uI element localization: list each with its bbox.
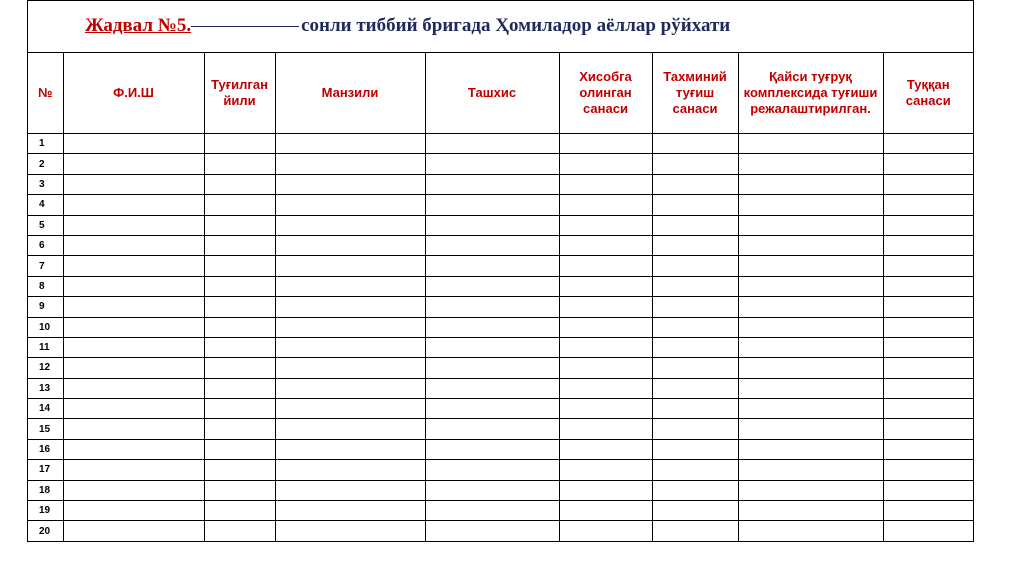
empty-cell[interactable]: [652, 256, 738, 276]
empty-cell[interactable]: [883, 195, 973, 215]
column-header: Тахминий туғиш санаси: [652, 53, 738, 134]
empty-cell[interactable]: [63, 235, 204, 255]
empty-cell[interactable]: [204, 337, 275, 357]
empty-cell[interactable]: [883, 134, 973, 154]
empty-cell[interactable]: [559, 419, 652, 439]
row-number: 16: [28, 439, 63, 459]
empty-cell[interactable]: [883, 521, 973, 541]
empty-cell[interactable]: [883, 317, 973, 337]
table-row: [28, 174, 973, 194]
empty-cell[interactable]: [204, 480, 275, 500]
empty-cell[interactable]: [425, 399, 559, 419]
empty-cell[interactable]: [883, 460, 973, 480]
pregnant-women-register-table: [27, 0, 974, 542]
empty-cell[interactable]: [275, 297, 425, 317]
empty-cell[interactable]: [883, 235, 973, 255]
empty-cell[interactable]: [652, 460, 738, 480]
row-number: 15: [28, 419, 63, 439]
row-number: 12: [28, 358, 63, 378]
empty-cell[interactable]: [275, 419, 425, 439]
empty-cell[interactable]: [425, 337, 559, 357]
empty-cell[interactable]: [275, 134, 425, 154]
row-number: 5: [28, 215, 63, 235]
empty-cell[interactable]: [63, 399, 204, 419]
empty-cell[interactable]: [63, 419, 204, 439]
empty-cell[interactable]: [652, 399, 738, 419]
empty-cell[interactable]: [204, 439, 275, 459]
row-number: 14: [28, 399, 63, 419]
table-row: [28, 134, 973, 154]
table-title-number: Жадвал №5.: [85, 15, 192, 36]
empty-cell[interactable]: [204, 501, 275, 521]
empty-cell[interactable]: [559, 297, 652, 317]
row-number: 1: [28, 134, 63, 154]
empty-cell[interactable]: [275, 399, 425, 419]
empty-cell[interactable]: [738, 317, 883, 337]
row-number: 18: [28, 480, 63, 500]
table-row: [28, 419, 973, 439]
empty-cell[interactable]: [883, 378, 973, 398]
empty-cell[interactable]: [63, 297, 204, 317]
table-row: [28, 215, 973, 235]
empty-cell[interactable]: [559, 460, 652, 480]
empty-cell[interactable]: [275, 154, 425, 174]
empty-cell[interactable]: [559, 501, 652, 521]
empty-cell[interactable]: [738, 174, 883, 194]
empty-cell[interactable]: [652, 134, 738, 154]
empty-cell[interactable]: [63, 134, 204, 154]
row-number: 7: [28, 256, 63, 276]
empty-cell[interactable]: [559, 174, 652, 194]
empty-cell[interactable]: [425, 378, 559, 398]
empty-cell[interactable]: [275, 235, 425, 255]
empty-cell[interactable]: [204, 358, 275, 378]
empty-cell[interactable]: [63, 378, 204, 398]
empty-cell[interactable]: [652, 297, 738, 317]
empty-cell[interactable]: [738, 276, 883, 296]
row-number: 11: [28, 337, 63, 357]
table-title: [85, 15, 730, 37]
empty-cell[interactable]: [738, 399, 883, 419]
row-number: 6: [28, 235, 63, 255]
empty-cell[interactable]: [738, 337, 883, 357]
empty-cell[interactable]: [63, 215, 204, 235]
row-number: 3: [28, 174, 63, 194]
empty-cell[interactable]: [204, 317, 275, 337]
empty-cell[interactable]: [738, 154, 883, 174]
table-row: [28, 358, 973, 378]
empty-cell[interactable]: [652, 439, 738, 459]
table-row: [28, 460, 973, 480]
table-row: [28, 297, 973, 317]
empty-cell[interactable]: [652, 501, 738, 521]
column-header: Туққан санаси: [883, 53, 973, 134]
table-row: [28, 256, 973, 276]
empty-cell[interactable]: [425, 297, 559, 317]
table-row: [28, 399, 973, 419]
table-body: [28, 134, 973, 542]
empty-cell[interactable]: [425, 419, 559, 439]
empty-cell[interactable]: [63, 460, 204, 480]
table-row: [28, 235, 973, 255]
empty-cell[interactable]: [652, 419, 738, 439]
empty-cell[interactable]: [275, 195, 425, 215]
column-header: Ташхис: [425, 53, 559, 134]
empty-cell[interactable]: [883, 399, 973, 419]
empty-cell[interactable]: [204, 460, 275, 480]
empty-cell[interactable]: [63, 521, 204, 541]
empty-cell[interactable]: [425, 174, 559, 194]
empty-cell[interactable]: [652, 521, 738, 541]
empty-cell[interactable]: [652, 235, 738, 255]
empty-cell[interactable]: [63, 317, 204, 337]
table-row: [28, 317, 973, 337]
empty-cell[interactable]: [275, 174, 425, 194]
empty-cell[interactable]: [275, 276, 425, 296]
column-header: №: [28, 53, 63, 134]
empty-cell[interactable]: [425, 480, 559, 500]
empty-cell[interactable]: [559, 215, 652, 235]
empty-cell[interactable]: [652, 174, 738, 194]
empty-cell[interactable]: [883, 174, 973, 194]
empty-cell[interactable]: [63, 276, 204, 296]
empty-cell[interactable]: [883, 480, 973, 500]
empty-cell[interactable]: [275, 460, 425, 480]
empty-cell[interactable]: [275, 521, 425, 541]
table-row: [28, 195, 973, 215]
table-row: [28, 378, 973, 398]
empty-cell[interactable]: [204, 521, 275, 541]
empty-cell[interactable]: [738, 521, 883, 541]
row-number: 10: [28, 317, 63, 337]
empty-cell[interactable]: [559, 439, 652, 459]
empty-cell[interactable]: [738, 134, 883, 154]
empty-cell[interactable]: [204, 419, 275, 439]
empty-cell[interactable]: [275, 439, 425, 459]
empty-cell[interactable]: [204, 399, 275, 419]
empty-cell[interactable]: [652, 154, 738, 174]
empty-cell[interactable]: [652, 358, 738, 378]
empty-cell[interactable]: [204, 215, 275, 235]
empty-cell[interactable]: [425, 501, 559, 521]
empty-cell[interactable]: [204, 276, 275, 296]
table-row: [28, 154, 973, 174]
empty-cell[interactable]: [559, 154, 652, 174]
empty-cell[interactable]: [883, 501, 973, 521]
empty-cell[interactable]: [559, 337, 652, 357]
empty-cell[interactable]: [738, 460, 883, 480]
empty-cell[interactable]: [275, 480, 425, 500]
empty-cell[interactable]: [738, 215, 883, 235]
empty-cell[interactable]: [63, 256, 204, 276]
empty-cell[interactable]: [425, 358, 559, 378]
column-header: Ф.И.Ш: [63, 53, 204, 134]
empty-cell[interactable]: [738, 256, 883, 276]
empty-cell[interactable]: [652, 480, 738, 500]
empty-cell[interactable]: [559, 134, 652, 154]
column-header: Қайси туғруқ комплексида туғиши режалаштирилган.: [738, 53, 883, 134]
table-row: [28, 276, 973, 296]
empty-cell[interactable]: [275, 358, 425, 378]
row-number: 8: [28, 276, 63, 296]
empty-cell[interactable]: [652, 195, 738, 215]
table-row: [28, 439, 973, 459]
row-number: 19: [28, 501, 63, 521]
empty-cell[interactable]: [738, 235, 883, 255]
empty-cell[interactable]: [559, 358, 652, 378]
empty-cell[interactable]: [204, 235, 275, 255]
table-row: [28, 521, 973, 541]
row-number: 13: [28, 378, 63, 398]
empty-cell[interactable]: [275, 378, 425, 398]
empty-cell[interactable]: [63, 480, 204, 500]
empty-cell[interactable]: [559, 235, 652, 255]
column-header: Туғилган йили: [204, 53, 275, 134]
empty-cell[interactable]: [425, 235, 559, 255]
empty-cell[interactable]: [738, 501, 883, 521]
table-title-text: сонли тиббий бригада Ҳомиладор аёллар рўйхати: [301, 15, 731, 36]
table-title-row: [28, 1, 973, 53]
empty-cell[interactable]: [559, 521, 652, 541]
empty-cell[interactable]: [204, 378, 275, 398]
empty-cell[interactable]: [559, 256, 652, 276]
row-number: 9: [28, 297, 63, 317]
row-number: 17: [28, 460, 63, 480]
empty-cell[interactable]: [652, 215, 738, 235]
empty-cell[interactable]: [63, 439, 204, 459]
empty-cell[interactable]: [425, 317, 559, 337]
empty-cell[interactable]: [63, 501, 204, 521]
empty-cell[interactable]: [738, 419, 883, 439]
empty-cell[interactable]: [425, 154, 559, 174]
empty-cell[interactable]: [275, 256, 425, 276]
empty-cell[interactable]: [425, 276, 559, 296]
empty-cell[interactable]: [204, 195, 275, 215]
empty-cell[interactable]: [738, 439, 883, 459]
empty-cell[interactable]: [738, 378, 883, 398]
empty-cell[interactable]: [559, 317, 652, 337]
empty-cell[interactable]: [559, 399, 652, 419]
empty-cell[interactable]: [275, 501, 425, 521]
empty-cell[interactable]: [559, 276, 652, 296]
empty-cell[interactable]: [559, 378, 652, 398]
empty-cell[interactable]: [425, 195, 559, 215]
empty-cell[interactable]: [204, 134, 275, 154]
empty-cell[interactable]: [738, 195, 883, 215]
empty-cell[interactable]: [652, 276, 738, 296]
empty-cell[interactable]: [652, 317, 738, 337]
empty-cell[interactable]: [559, 195, 652, 215]
empty-cell[interactable]: [652, 378, 738, 398]
row-number: 4: [28, 195, 63, 215]
empty-cell[interactable]: [883, 297, 973, 317]
empty-cell[interactable]: [63, 195, 204, 215]
empty-cell[interactable]: [883, 256, 973, 276]
empty-cell[interactable]: [63, 154, 204, 174]
empty-cell[interactable]: [652, 337, 738, 357]
empty-cell[interactable]: [63, 337, 204, 357]
empty-cell[interactable]: [204, 256, 275, 276]
empty-cell[interactable]: [275, 317, 425, 337]
empty-cell[interactable]: [425, 439, 559, 459]
empty-cell[interactable]: [883, 419, 973, 439]
empty-cell[interactable]: [275, 337, 425, 357]
empty-cell[interactable]: [63, 174, 204, 194]
empty-cell[interactable]: [425, 521, 559, 541]
empty-cell[interactable]: [425, 215, 559, 235]
empty-cell[interactable]: [559, 480, 652, 500]
row-number: 2: [28, 154, 63, 174]
empty-cell[interactable]: [738, 358, 883, 378]
empty-cell[interactable]: [425, 460, 559, 480]
column-header: Хисобга олинган санаси: [559, 53, 652, 134]
empty-cell[interactable]: [738, 297, 883, 317]
empty-cell[interactable]: [425, 256, 559, 276]
header-row: [28, 53, 973, 134]
empty-cell[interactable]: [883, 154, 973, 174]
register-grid: [28, 53, 973, 542]
table-row: [28, 337, 973, 357]
empty-cell[interactable]: [883, 358, 973, 378]
empty-cell[interactable]: [275, 215, 425, 235]
row-number: 20: [28, 521, 63, 541]
empty-cell[interactable]: [883, 337, 973, 357]
empty-cell[interactable]: [204, 154, 275, 174]
empty-cell[interactable]: [63, 358, 204, 378]
empty-cell[interactable]: [204, 297, 275, 317]
column-header: Манзили: [275, 53, 425, 134]
empty-cell[interactable]: [738, 480, 883, 500]
title-blank-line: [191, 26, 299, 27]
empty-cell[interactable]: [883, 439, 973, 459]
table-row: [28, 480, 973, 500]
empty-cell[interactable]: [204, 174, 275, 194]
empty-cell[interactable]: [425, 134, 559, 154]
table-row: [28, 501, 973, 521]
empty-cell[interactable]: [883, 215, 973, 235]
empty-cell[interactable]: [883, 276, 973, 296]
